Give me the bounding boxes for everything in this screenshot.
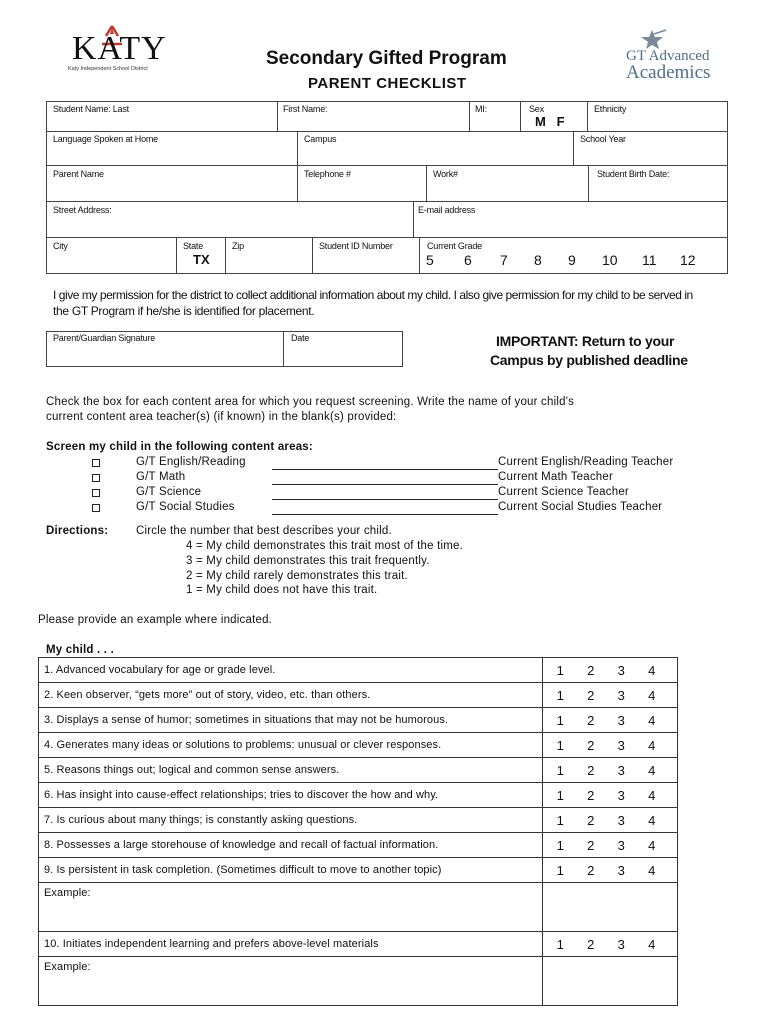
rating-option-1[interactable]: 1 xyxy=(556,687,564,703)
rating-option-4[interactable]: 4 xyxy=(648,787,656,803)
trait-text: 3. Displays a sense of humor; sometimes in situations that may not be humorous. xyxy=(39,708,543,733)
sex-label: Sex xyxy=(529,104,544,114)
rating-option-4[interactable]: 4 xyxy=(648,812,656,828)
checkbox-science[interactable] xyxy=(92,489,100,497)
grade-option[interactable]: 12 xyxy=(680,252,696,268)
checklist-heading: My child . . . xyxy=(46,644,114,656)
checkbox-social-studies[interactable] xyxy=(92,504,100,512)
scale-3: 3 = My child demonstrates this trait frequently. xyxy=(186,555,430,567)
area-label-science: G/T Science xyxy=(136,486,202,498)
rating-option-3[interactable]: 3 xyxy=(617,762,625,778)
example-note: Please provide an example where indicated. xyxy=(38,614,273,626)
rating-cell xyxy=(543,733,678,758)
rating-option-3[interactable]: 3 xyxy=(617,862,625,878)
rating-cell xyxy=(543,833,678,858)
rating-option-4[interactable]: 4 xyxy=(648,837,656,853)
screening-heading: Screen my child in the following content areas: xyxy=(46,441,313,453)
permission-text-2: the GT Program if he/she is identified for placement. xyxy=(53,304,315,318)
rating-option-1[interactable]: 1 xyxy=(556,662,564,678)
table-row xyxy=(39,758,678,783)
rating-cell xyxy=(543,932,678,957)
student-id-label: Student ID Number xyxy=(319,241,393,251)
rating-option-4[interactable]: 4 xyxy=(648,862,656,878)
sex-options[interactable]: M F xyxy=(535,114,565,129)
teacher-blank-english[interactable] xyxy=(272,469,498,470)
school-year-label: School Year xyxy=(580,134,626,144)
rating-option-1[interactable]: 1 xyxy=(556,712,564,728)
teacher-blank-science[interactable] xyxy=(272,499,498,500)
scale-1: 1 = My child does not have this trait. xyxy=(186,584,378,596)
trait-text: 9. Is persistent in task completion. (Sometimes difficult to move to another topic) xyxy=(39,858,543,883)
rating-option-4[interactable]: 4 xyxy=(648,662,656,678)
date-label: Date xyxy=(291,333,310,343)
campus-label: Campus xyxy=(304,134,337,144)
directions-intro: Circle the number that best describes your child. xyxy=(136,525,392,537)
rating-option-2[interactable]: 2 xyxy=(587,787,595,803)
teacher-label-social-studies: Current Social Studies Teacher xyxy=(498,501,663,513)
language-label: Language Spoken at Home xyxy=(53,134,158,144)
rating-option-2[interactable]: 2 xyxy=(587,762,595,778)
signature-label: Parent/Guardian Signature xyxy=(53,333,156,343)
trait-checklist-table xyxy=(38,657,678,1006)
rating-option-3[interactable]: 3 xyxy=(617,936,625,952)
rating-option-2[interactable]: 2 xyxy=(587,837,595,853)
trait-text: 5. Reasons things out; logical and common sense answers. xyxy=(39,758,543,783)
katy-tagline: Katy Independent School District xyxy=(68,66,148,72)
trait-text: 7. Is curious about many things; is constantly asking questions. xyxy=(39,808,543,833)
rating-option-1[interactable]: 1 xyxy=(556,762,564,778)
table-row xyxy=(39,833,678,858)
ethnicity-field[interactable] xyxy=(587,101,728,132)
rating-option-4[interactable]: 4 xyxy=(648,762,656,778)
table-row xyxy=(39,683,678,708)
rating-option-1[interactable]: 1 xyxy=(556,837,564,853)
zip-label: Zip xyxy=(232,241,244,251)
screening-instructions-1: Check the box for each content area for which you request screening. Write the name of your child's xyxy=(46,396,575,408)
area-label-english: G/T English/Reading xyxy=(136,456,246,468)
work-phone-field[interactable] xyxy=(426,165,589,202)
email-label: E-mail address xyxy=(418,205,476,215)
rating-option-1[interactable]: 1 xyxy=(556,812,564,828)
email-field[interactable] xyxy=(413,201,728,238)
date-field[interactable] xyxy=(283,331,403,367)
rating-option-2[interactable]: 2 xyxy=(587,687,595,703)
rating-option-3[interactable]: 3 xyxy=(617,687,625,703)
rating-option-4[interactable]: 4 xyxy=(648,737,656,753)
grade-label: Current Grade xyxy=(427,241,482,251)
page-title: Secondary Gifted Program xyxy=(266,48,507,69)
area-label-social-studies: G/T Social Studies xyxy=(136,501,235,513)
example-label: Example: xyxy=(39,883,543,932)
first-name-label: First Name: xyxy=(283,104,328,114)
birth-date-field[interactable] xyxy=(588,165,728,202)
rating-option-4[interactable]: 4 xyxy=(648,687,656,703)
example-blank[interactable] xyxy=(543,883,678,932)
zip-field[interactable] xyxy=(225,237,313,274)
grade-option[interactable]: 6 xyxy=(464,252,472,268)
rating-option-3[interactable]: 3 xyxy=(617,662,625,678)
sex-field[interactable] xyxy=(520,101,588,132)
trait-text: 6. Has insight into cause-effect relationships; tries to discover the how and why. xyxy=(39,783,543,808)
example-label: Example: xyxy=(39,957,543,1006)
permission-text-1: I give my permission for the district to collect additional information about my child. I also give permission for my child to be served in xyxy=(53,288,693,302)
grade-option[interactable]: 5 xyxy=(426,252,434,268)
rating-option-1[interactable]: 1 xyxy=(556,787,564,803)
gt-logo-line1: GT Advanced xyxy=(626,48,710,64)
table-row xyxy=(39,858,678,883)
grade-option[interactable]: 10 xyxy=(602,252,618,268)
rating-cell xyxy=(543,758,678,783)
city-label: City xyxy=(53,241,68,251)
gt-logo-line2: Academics xyxy=(626,62,711,83)
table-row xyxy=(39,808,678,833)
scale-2: 2 = My child rarely demonstrates this trait. xyxy=(186,570,408,582)
school-year-field[interactable] xyxy=(573,131,728,166)
last-name-field[interactable] xyxy=(46,101,278,132)
state-value: TX xyxy=(193,252,210,267)
star-icon xyxy=(638,28,668,50)
katy-logo xyxy=(66,24,167,76)
rating-option-2[interactable]: 2 xyxy=(587,737,595,753)
rating-option-3[interactable]: 3 xyxy=(617,737,625,753)
grade-option[interactable]: 7 xyxy=(500,252,508,268)
birth-date-label: Student Birth Date: xyxy=(597,169,670,179)
grade-option[interactable]: 8 xyxy=(534,252,542,268)
rating-option-2[interactable]: 2 xyxy=(587,812,595,828)
example-row[interactable] xyxy=(39,957,678,1006)
campus-field[interactable] xyxy=(297,131,574,166)
checkbox-math[interactable] xyxy=(92,474,100,482)
teacher-blank-social-studies[interactable] xyxy=(272,514,498,515)
rating-option-1[interactable]: 1 xyxy=(556,737,564,753)
table-row xyxy=(39,733,678,758)
mi-field[interactable] xyxy=(469,101,521,132)
trait-text: 2. Keen observer, “gets more” out of story, video, etc. than others. xyxy=(39,683,543,708)
rating-option-4[interactable]: 4 xyxy=(648,936,656,952)
example-row[interactable] xyxy=(39,883,678,932)
directions-label: Directions: xyxy=(46,525,109,537)
street-address-label: Street Address: xyxy=(53,205,112,215)
rating-option-3[interactable]: 3 xyxy=(617,787,625,803)
rating-option-2[interactable]: 2 xyxy=(587,936,595,952)
trait-text: 1. Advanced vocabulary for age or grade level. xyxy=(39,658,543,683)
rating-option-3[interactable]: 3 xyxy=(617,837,625,853)
parent-name-label: Parent Name xyxy=(53,169,104,179)
rating-option-4[interactable]: 4 xyxy=(648,712,656,728)
table-row xyxy=(39,658,678,683)
scale-4: 4 = My child demonstrates this trait most of the time. xyxy=(186,540,464,552)
rating-option-2[interactable]: 2 xyxy=(587,662,595,678)
teacher-label-english: Current English/Reading Teacher xyxy=(498,456,674,468)
state-label: State xyxy=(183,241,204,251)
street-address-field[interactable] xyxy=(46,201,414,238)
grade-option[interactable]: 9 xyxy=(568,252,576,268)
rating-cell xyxy=(543,658,678,683)
grade-option[interactable]: 11 xyxy=(642,252,657,268)
city-field[interactable] xyxy=(46,237,177,274)
parent-name-field[interactable] xyxy=(46,165,298,202)
rating-option-1[interactable]: 1 xyxy=(556,936,564,952)
telephone-field[interactable] xyxy=(297,165,427,202)
table-row xyxy=(39,932,678,957)
student-id-field[interactable] xyxy=(312,237,420,274)
language-field[interactable] xyxy=(46,131,298,166)
trait-text: 10. Initiates independent learning and prefers above-level materials xyxy=(39,932,543,957)
teacher-blank-math[interactable] xyxy=(272,484,498,485)
rating-cell xyxy=(543,683,678,708)
mi-label: MI: xyxy=(475,104,487,114)
work-phone-label: Work# xyxy=(433,169,458,179)
signature-field[interactable] xyxy=(46,331,284,367)
trait-text: 4. Generates many ideas or solutions to problems: unusual or clever responses. xyxy=(39,733,543,758)
trait-text: 8. Possesses a large storehouse of knowledge and recall of factual information. xyxy=(39,833,543,858)
screening-instructions-2: current content area teacher(s) (if known) in the blank(s) provided: xyxy=(46,411,397,423)
katy-logo-text: KATY xyxy=(72,30,167,67)
grade-field xyxy=(419,237,728,274)
rating-cell xyxy=(543,808,678,833)
rating-option-2[interactable]: 2 xyxy=(587,862,595,878)
table-row xyxy=(39,708,678,733)
last-name-label: Student Name: Last xyxy=(53,104,129,114)
telephone-label: Telephone # xyxy=(304,169,351,179)
page-subtitle: PARENT CHECKLIST xyxy=(308,75,467,92)
rating-option-1[interactable]: 1 xyxy=(556,862,564,878)
table-row xyxy=(39,783,678,808)
ethnicity-label: Ethnicity xyxy=(594,104,627,114)
important-line-2: Campus by published deadline xyxy=(490,352,688,368)
gt-advanced-logo xyxy=(612,28,724,84)
rating-option-2[interactable]: 2 xyxy=(587,712,595,728)
rating-option-3[interactable]: 3 xyxy=(617,712,625,728)
first-name-field[interactable] xyxy=(277,101,470,132)
important-line-1: IMPORTANT: Return to your xyxy=(496,333,675,349)
teacher-label-math: Current Math Teacher xyxy=(498,471,614,483)
area-label-math: G/T Math xyxy=(136,471,186,483)
teacher-label-science: Current Science Teacher xyxy=(498,486,629,498)
example-blank[interactable] xyxy=(543,957,678,1006)
rating-cell xyxy=(543,858,678,883)
checkbox-english[interactable] xyxy=(92,459,100,467)
rating-option-3[interactable]: 3 xyxy=(617,812,625,828)
state-field[interactable] xyxy=(176,237,226,274)
rating-cell xyxy=(543,708,678,733)
rating-cell xyxy=(543,783,678,808)
